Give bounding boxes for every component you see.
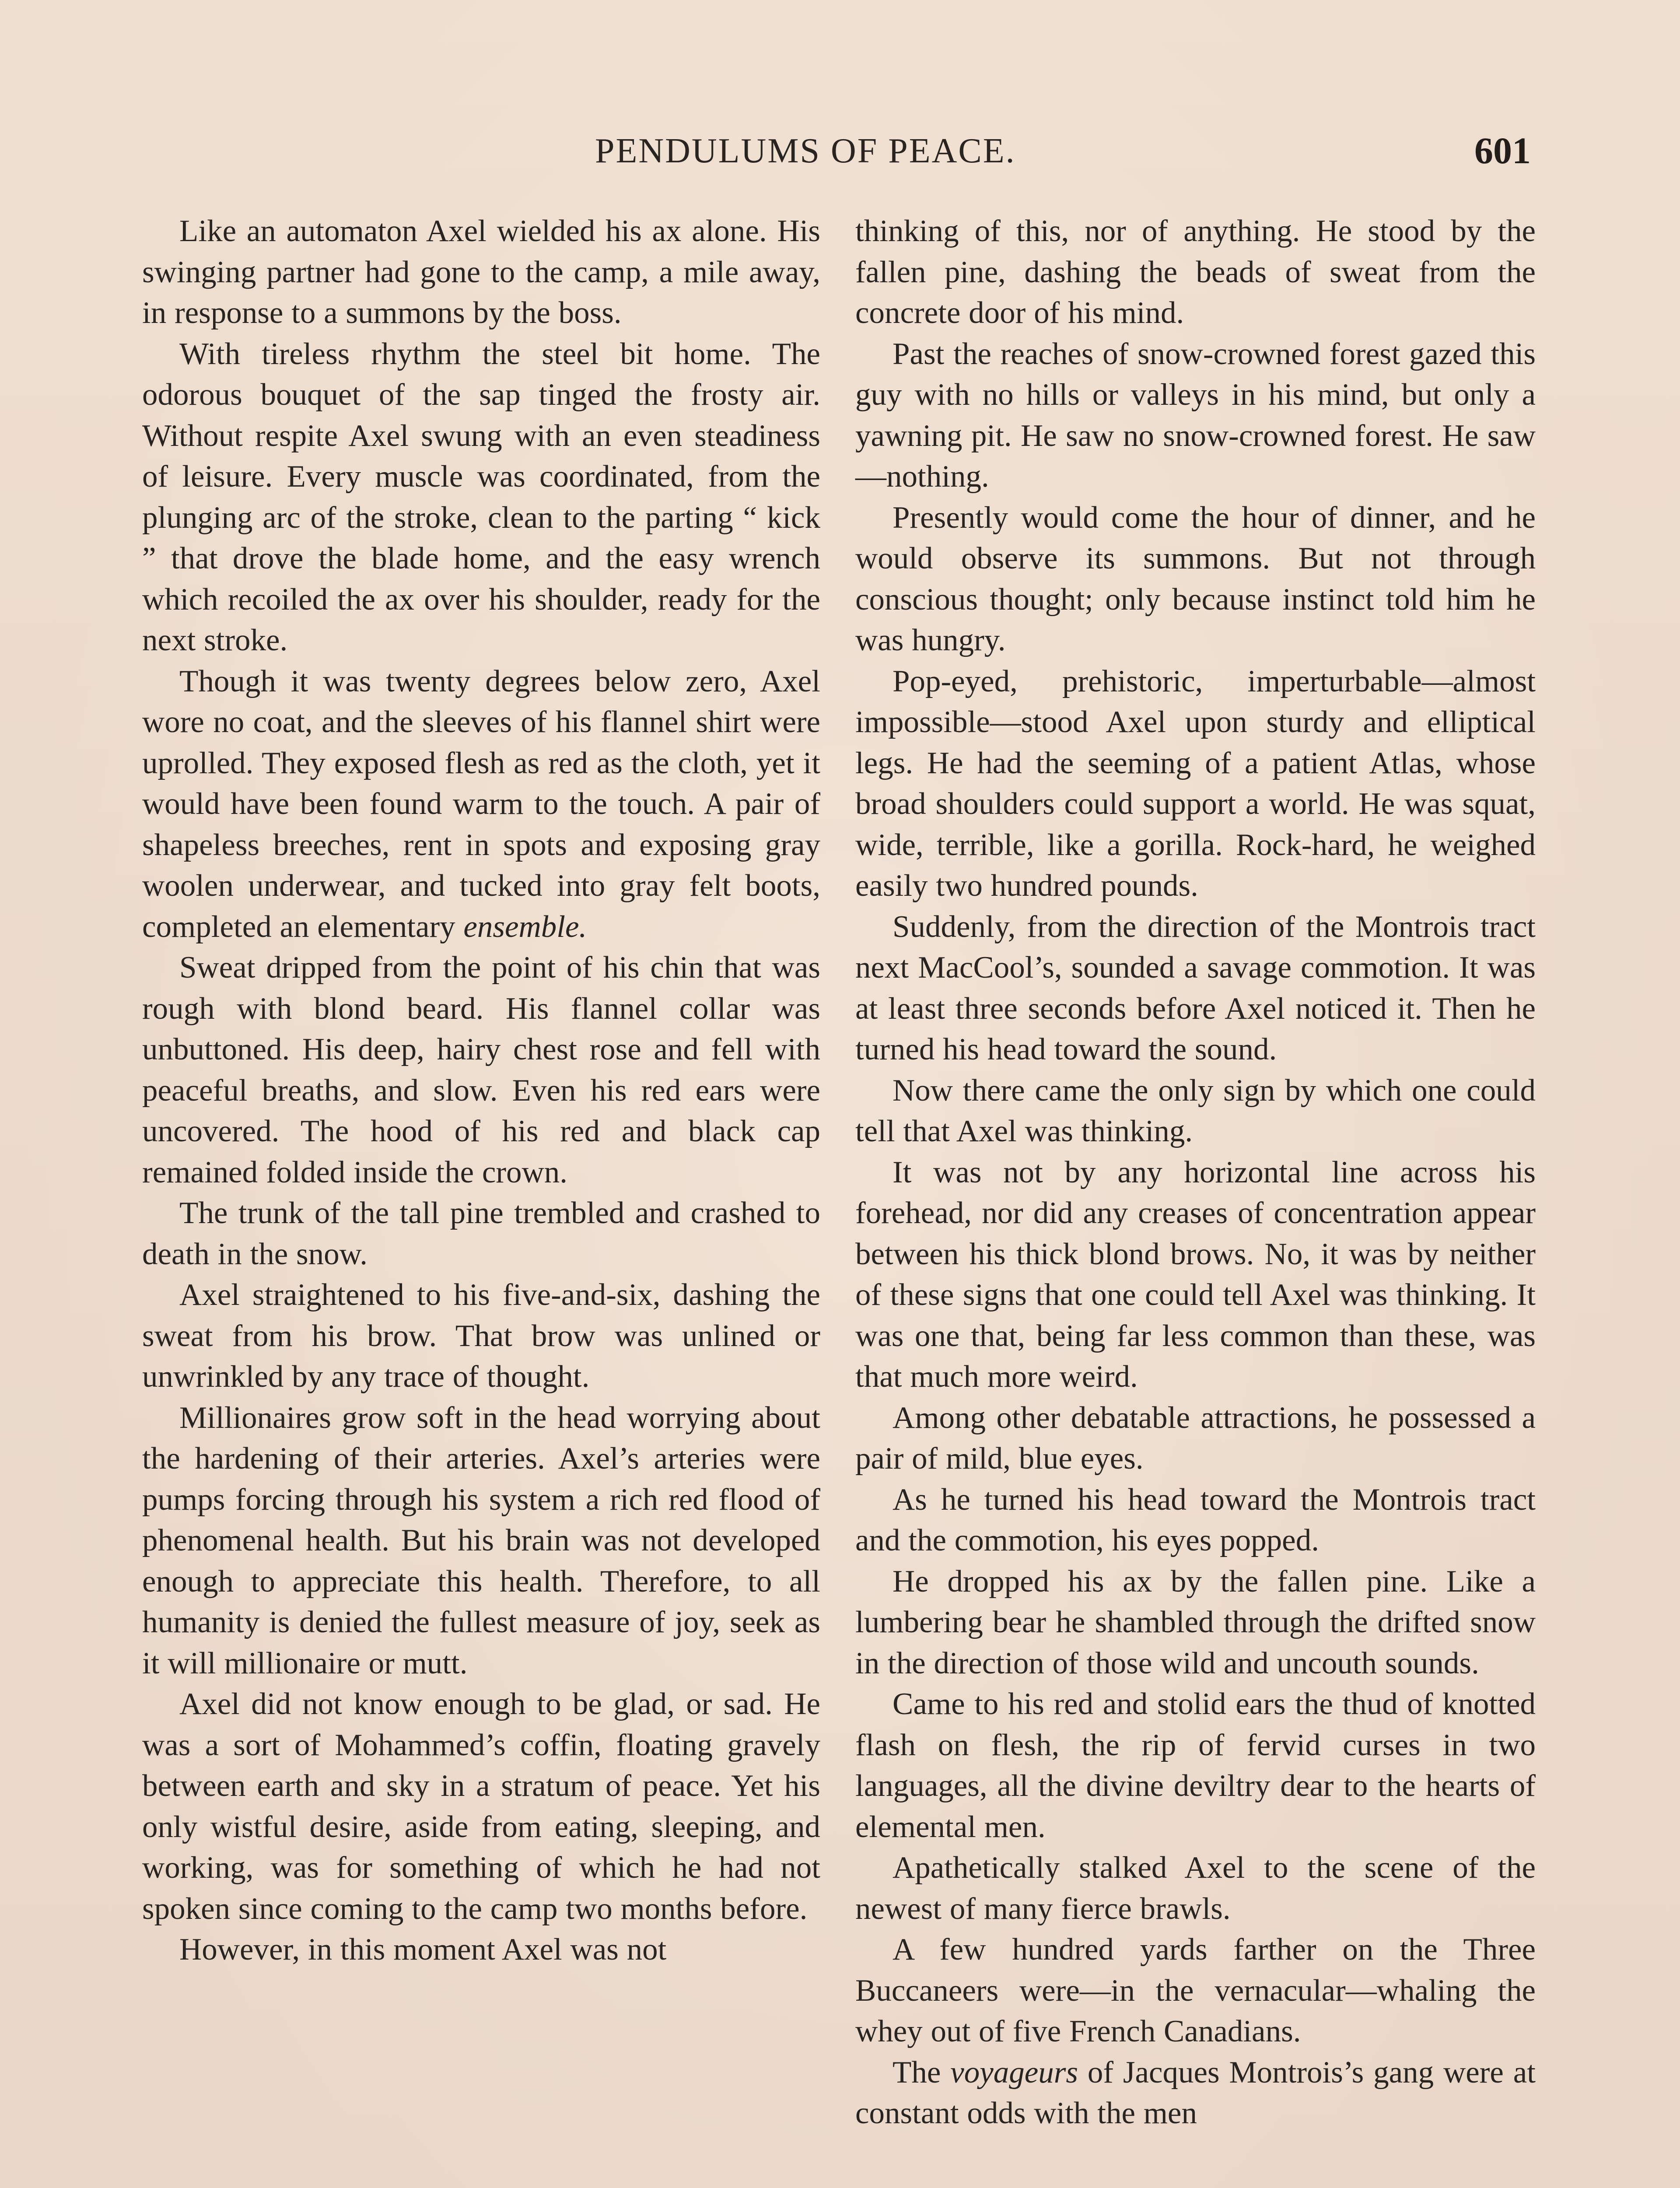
italic-word: voyageurs — [950, 2055, 1078, 2090]
paragraph: Came to his red and stolid ears the thud of knotted flash on flesh, the rip of fervid curses in two languages, all the divine deviltry dear to the hearts of elemental men. — [855, 1687, 1536, 1844]
paragraph-text: Though it was twenty degrees below zero, Axel wore no coat, and the sleeves of his flannel shirt were uprolled. They exposed flesh as red as the cloth, yet it would have been found warm to the touch. A pair of shapeless breeches, rent in spots and exposing gray woolen underwear, and tucked into gray felt boots, completed an elementary — [142, 664, 820, 944]
paragraph: With tireless rhythm the steel bit home. The odorous bouquet of the sap tinged the frosty air. Without respite Axel swung with an even steadiness of leisure. Every muscle was coordinated, from the plunging arc of the stroke, clean to the parting “ kick ” that drove the blade home, and the easy wrench which recoiled the ax over his shoulder, ready for the next stroke. — [142, 337, 820, 657]
page-number: 601 — [1474, 130, 1531, 172]
paragraph: Axel straightened to his five-and-six, dashing the sweat from his brow. That brow was unlined or unwrinkled by any trace of thought. — [142, 1278, 820, 1394]
paragraph-continued: thinking of this, nor of anything. He stood by the fallen pine, dashing the beads of sweat from the concrete door of his mind. — [855, 214, 1536, 330]
paragraph: Presently would come the hour of dinner, and he would observe its summons. But not through conscious thought; only because instinct told him he was hungry. — [855, 500, 1536, 657]
running-title: PENDULUMS OF PEACE. — [595, 132, 1016, 170]
paragraph: Past the reaches of snow-crowned forest gazed this guy with no hills or valleys in his mind, but only a yawning pit. He saw no snow-crowned forest. He saw—nothing. — [855, 337, 1536, 494]
paragraph: A few hundred yards farther on the Three Buccaneers were—in the vernacular—whaling the whey out of five French Canadians. — [855, 1932, 1536, 2048]
paragraph: Suddenly, from the direction of the Montrois tract next MacCool’s, sounded a savage commotion. It was at least three seconds before Axel noticed it. Then he turned his head toward the sound. — [855, 909, 1536, 1066]
paragraph: Pop-eyed, prehistoric, imperturbable—almost impossible—stood Axel upon sturdy and elliptical legs. He had the seeming of a patient Atlas, whose broad shoulders could support a world. He was squat, wide, terrible, like a gorilla. Rock-hard, he weighed easily two hundred pounds. — [855, 664, 1536, 903]
left-column — [142, 211, 820, 1971]
italic-word: ensemble. — [463, 909, 587, 944]
paragraph: Among other debatable attractions, he possessed a pair of mild, blue eyes. — [855, 1400, 1536, 1476]
paragraph: As he turned his head toward the Montrois tract and the commotion, his eyes popped. — [855, 1482, 1536, 1557]
paragraph: Apathetically stalked Axel to the scene of the newest of many fierce brawls. — [855, 1851, 1536, 1926]
page-header — [0, 131, 1680, 179]
paragraph: However, in this moment Axel was not — [179, 1932, 667, 1967]
paragraph: It was not by any horizontal line across his forehead, nor did any creases of concentration appear between his thick blond brows. No, it was by neither of these signs that one could tell Axel was thinking. It was one that, being far less common than these, was that much more weird. — [855, 1155, 1536, 1394]
paragraph: Now there came the only sign by which one could tell that Axel was thinking. — [855, 1073, 1536, 1148]
paragraph: The trunk of the tall pine trembled and crashed to death in the snow. — [142, 1196, 820, 1271]
paragraph — [142, 661, 820, 948]
paragraph-text: The — [892, 2055, 951, 2090]
paragraph: Like an automaton Axel wielded his ax alone. His swinging partner had gone to the camp, a mile away, in response to a summons by the boss. — [142, 214, 820, 330]
paragraph: Millionaires grow soft in the head worrying about the hardening of their arteries. Axel’s arteries were pumps forcing through his system a rich red flood of phenomenal health. But his brain was not developed enough to appreciate this health. Therefore, to all humanity is denied the fullest measure of joy, seek as it will millionaire or mutt. — [142, 1400, 820, 1680]
paragraph: Sweat dripped from the point of his chin that was rough with blond beard. His flannel collar was unbuttoned. His deep, hairy chest rose and fell with peaceful breaths, and slow. Even his red ears were uncovered. The hood of his red and black cap remained folded inside the crown. — [142, 950, 820, 1189]
paragraph — [855, 2052, 1536, 2134]
paragraph: He dropped his ax by the fallen pine. Like a lumbering bear he shambled through the drifted snow in the direction of those wild and uncouth sounds. — [855, 1564, 1536, 1680]
paragraph-text: of Jacques Montrois’s gang were at constant odds with the men — [855, 2055, 1536, 2130]
right-column — [855, 211, 1536, 2134]
paragraph: Axel did not know enough to be glad, or sad. He was a sort of Mohammed’s coffin, floating gravely between earth and sky in a stratum of peace. Yet his only wistful desire, aside from eating, sleeping, and working, was for something of which he had not spoken since coming to the camp two months before. — [142, 1687, 820, 1926]
